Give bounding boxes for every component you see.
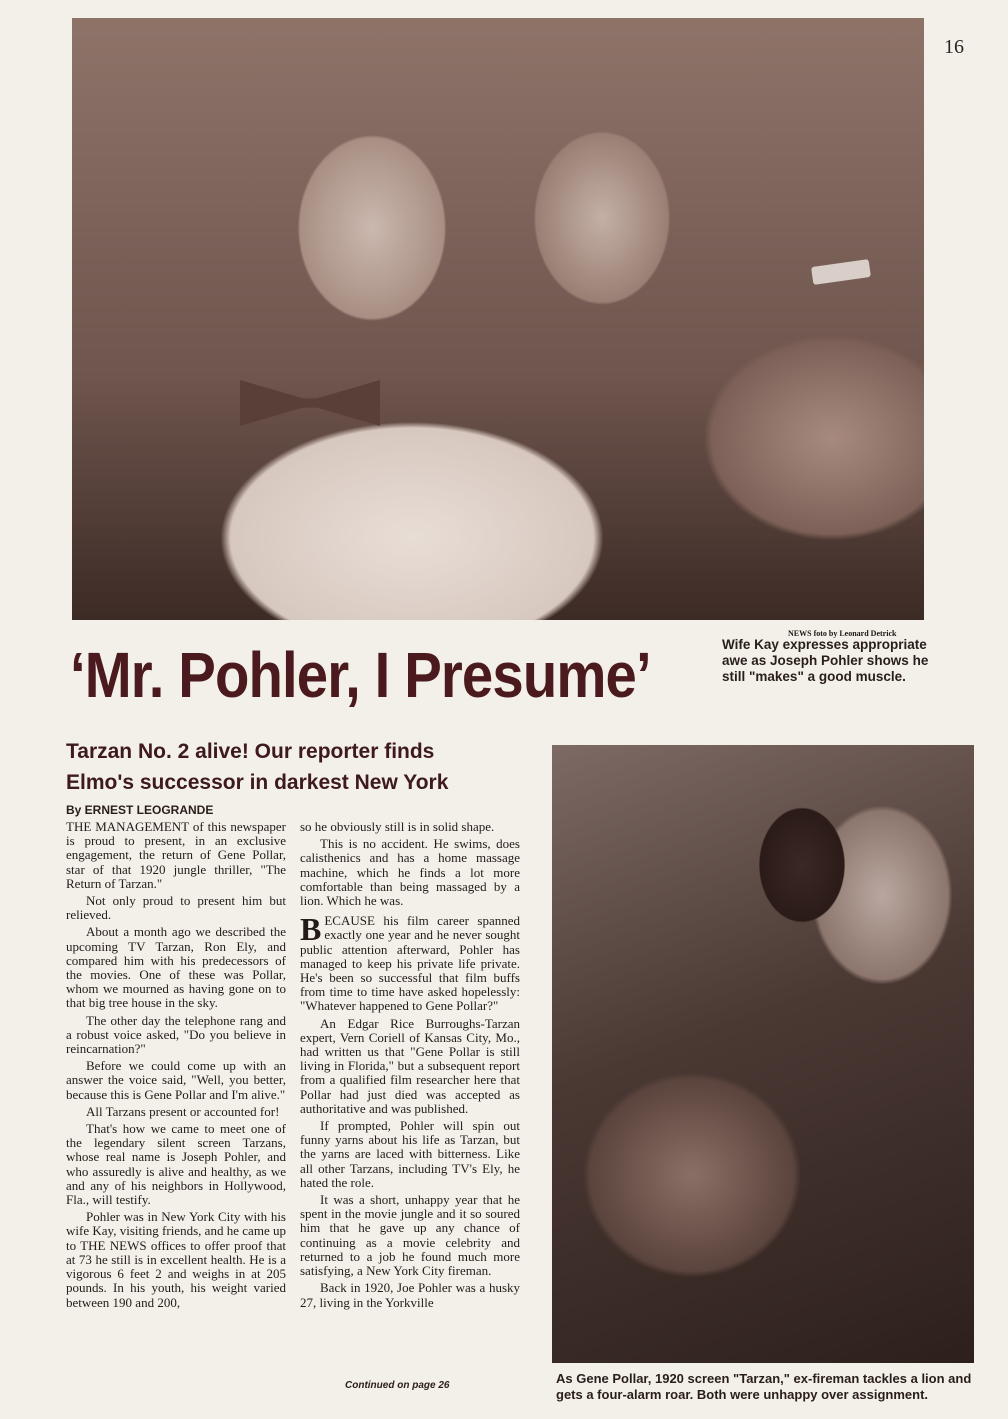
paragraph: The other day the telephone rang and a robust voice asked, "Do you believe in reincarnation?"	[66, 1012, 286, 1057]
paragraph: This is no accident. He swims, does calisthenics and has a home massage machine, which he finds a lot more comfortable than being massaged by a lion. Which he was.	[300, 836, 520, 909]
bowtie	[240, 380, 380, 426]
paragraph: so he obviously still is in solid shape.	[300, 819, 495, 834]
bottom-photo-caption: As Gene Pollar, 1920 screen "Tarzan," ex-fireman tackles a lion and gets a four-alarm roar. Both were unhappy over assignment.	[556, 1371, 972, 1402]
top-photo-caption: Wife Kay expresses appropriate awe as Joseph Pohler shows he still "makes" a good muscle.	[722, 637, 929, 684]
paragraph: All Tarzans present or accounted for!	[86, 1103, 280, 1119]
paragraph: THE MANAGEMENT of this newspaper is proud to present, in an exclusive engagement, the return of Gene Pollar, star of that 1920 jungle thriller, "The Return of Tarzan."	[66, 819, 286, 891]
paragraph: That's how we came to meet one of the legendary silent screen Tarzans, whose real name is Joseph Pohler, and who assuredly is alive and healthy, as we and any of his neighbors in Hollywood, Fla., will testify.	[66, 1121, 286, 1208]
dropcap-paragraph	[300, 911, 520, 1014]
headline: ‘Mr. Pohler, I Presume’	[70, 639, 651, 711]
subhead-line-1: Tarzan No. 2 alive! Our reporter finds	[66, 740, 435, 763]
dropcap-text: ECAUSE his film career spanned exactly one year and he never sought public attention afterward, Pohler has managed to keep his private life private. He's been so successful that film buffs from time to time have asked hopelessly: "Whatever happened to Gene Pollar?"	[300, 913, 520, 1014]
byline: By ERNEST LEOGRANDE	[66, 803, 214, 817]
paragraph: An Edgar Rice Burroughs-Tarzan expert, Vern Coriell of Kansas City, Mo., had written us that "Gene Pollar is still living in Florida," but a subsequent report from a qualified film researcher here that Pollar had just died was accepted as authoritative and was published.	[300, 1015, 520, 1116]
paragraph: It was a short, unhappy year that he spent in the movie jungle and it so soured him that he gave up any chance of continuing as a movie celebrity and returned to a job he found much more satisfying, a New York City fireman.	[300, 1192, 520, 1279]
paragraph: Pohler was in New York City with his wife Kay, visiting friends, and he came up to THE NEWS offices to offer proof that at 73 he still is in excellent health. He is a vigorous 6 feet 2 and weighs in at 205 pounds. In his youth, his weight varied between 190 and 200,	[66, 1209, 286, 1310]
subhead	[66, 736, 506, 798]
continued-note: Continued on page 26	[345, 1380, 450, 1391]
page-number: 16	[944, 36, 964, 58]
subhead-line-2: Elmo's successor in darkest New York	[66, 771, 449, 794]
wristwatch	[811, 259, 871, 285]
paragraph: If prompted, Pohler will spin out funny yarns about his life as Tarzan, but the yarns are laced with bitterness. Like all other Tarzans, including TV's Ely, he hated the role.	[300, 1118, 520, 1190]
paragraph: About a month ago we described the upcoming TV Tarzan, Ron Ely, and compared him with his predecessors of the movies. One of these was Pollar, whom we mourned as having gone on to that big tree house in the sky.	[66, 924, 286, 1011]
paragraph: Not only proud to present him but relieved.	[66, 893, 286, 923]
bottom-photo	[552, 745, 974, 1363]
article-column-1	[66, 820, 286, 1313]
top-photo	[72, 18, 924, 620]
paragraph: Back in 1920, Joe Pohler was a husky 27, living in the Yorkville	[300, 1280, 520, 1310]
paragraph: Before we could come up with an answer the voice said, "Well, you better, because this is Gene Pollar and I'm alive."	[66, 1058, 286, 1102]
photo-credit: NEWS foto by Leonard Detrick	[788, 629, 897, 638]
article-column-2	[300, 820, 520, 1313]
dropcap-letter: B	[300, 911, 322, 948]
